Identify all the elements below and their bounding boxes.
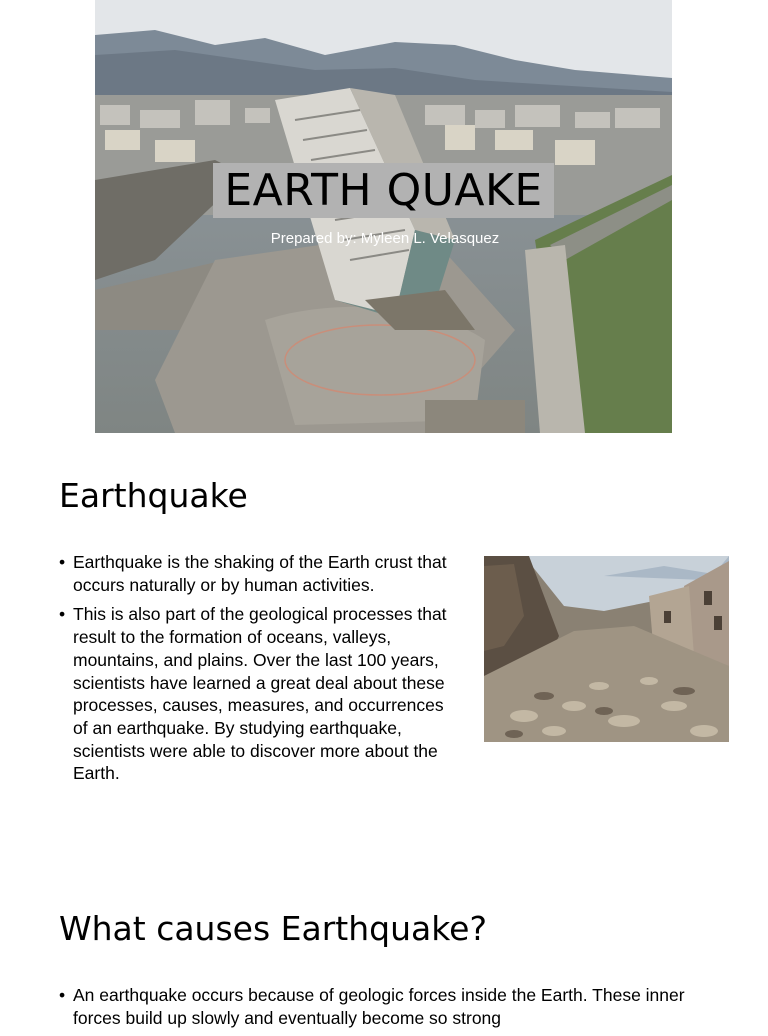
list-item: • An earthquake occurs because of geologic forces inside the Earth. These inner forces build up slowly and eventually become so strong xyxy=(59,985,685,1028)
list-item: • This is also part of the geological processes that result to the formation of oceans, valleys, mountains, and plains. Over the last 100 years, scientists have learned a great deal about these processes, causes, measures, and occurrences of an earthquake. By studying earthquake, scientists were able to discover more about the Earth. xyxy=(59,604,447,784)
bullet-icon: • xyxy=(59,985,66,1005)
causes-bullets xyxy=(59,984,699,1036)
list-item: • Earthquake is the shaking of the Earth crust that occurs naturally or by human activities. xyxy=(59,552,447,595)
title-slide-title: EARTH QUAKE xyxy=(213,163,554,218)
title-slide xyxy=(95,0,672,433)
title-slide-subtitle: Prepared by: Myleen L. Velasquez xyxy=(270,230,500,247)
rubble-street-photo xyxy=(484,556,729,742)
bullet-icon: • xyxy=(59,552,66,572)
bullet-icon: • xyxy=(59,604,66,625)
earthquake-heading: Earthquake xyxy=(59,476,248,515)
causes-heading: What causes Earthquake? xyxy=(59,909,487,948)
earthquake-bullets xyxy=(59,551,451,792)
